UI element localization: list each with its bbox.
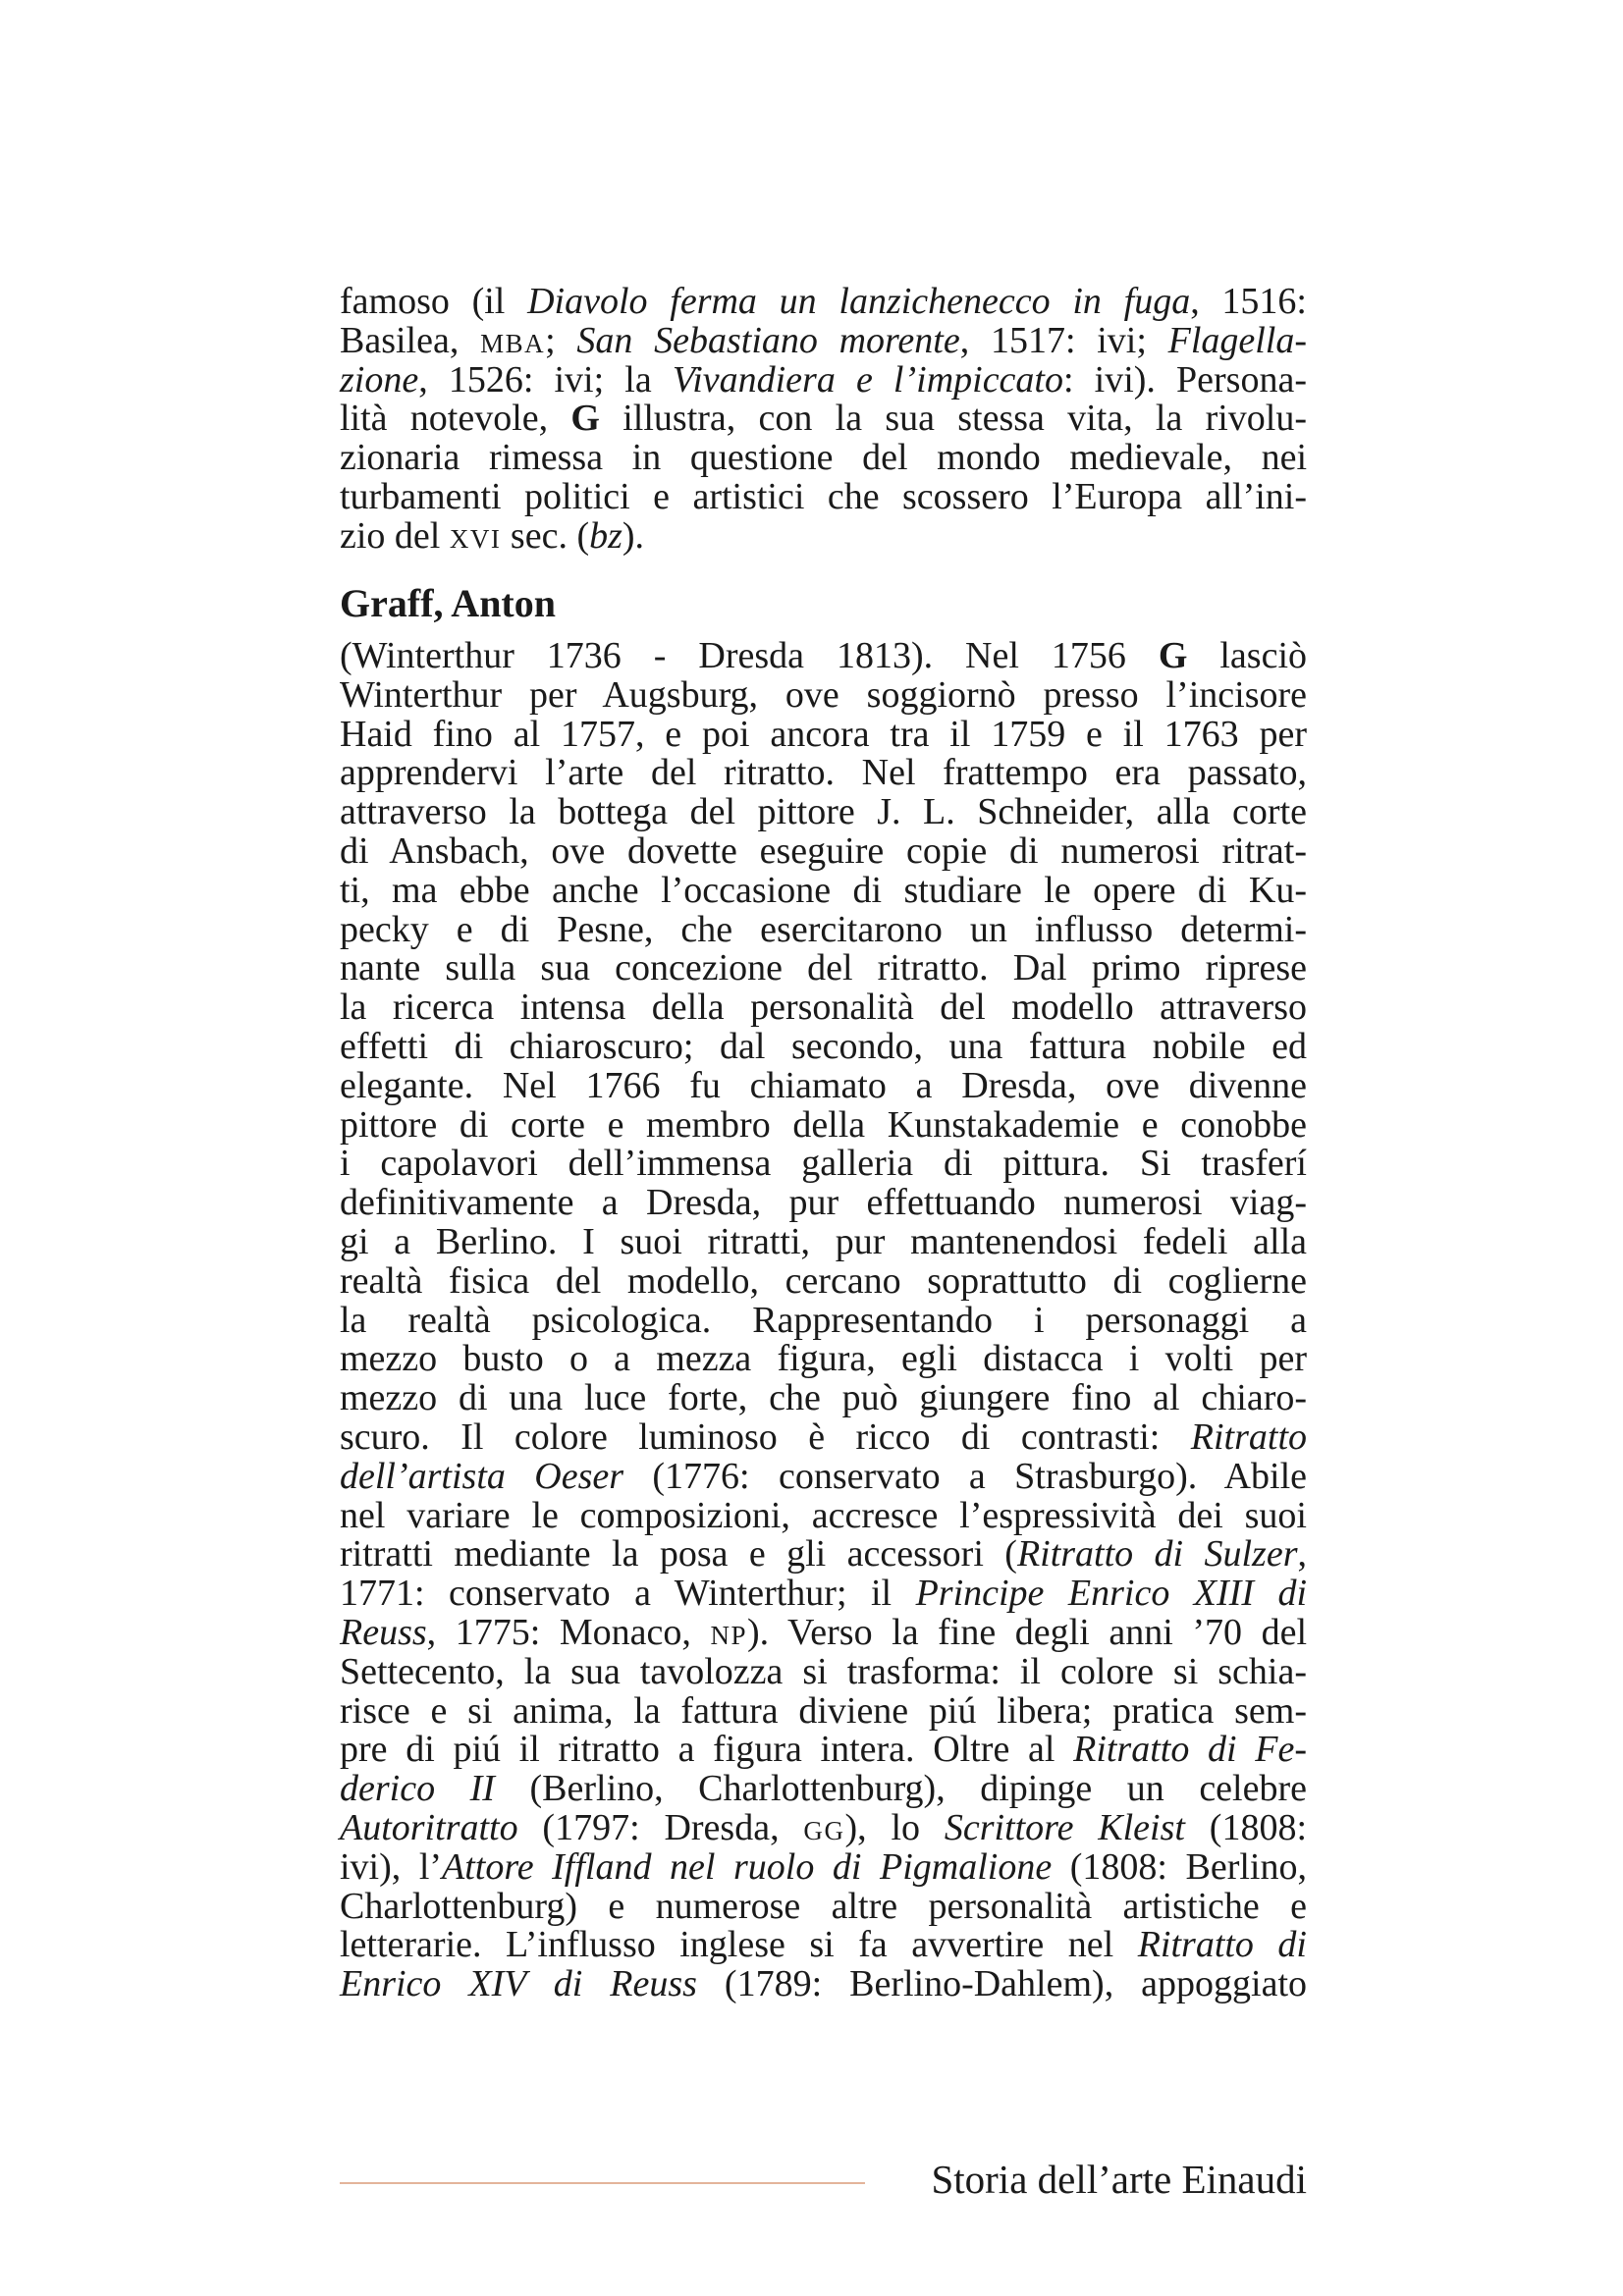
text-line: nante sulla sua concezione del ritratto. Dal primo riprese [340, 947, 1307, 989]
text-line: la ricerca intensa della personalità del modello attraverso [340, 987, 1307, 1029]
text-line: Autoritratto (1797: Dresda, gg), lo Scrittore Kleist (1808: [340, 1806, 1307, 1848]
text-line: realtà fisica del modello, cercano soprattutto di coglierne [340, 1259, 1307, 1302]
entry-heading: Graff, Anton [340, 581, 556, 625]
text-line: (Winterthur 1736 - Dresda 1813). Nel 1756 G lasciò [340, 635, 1307, 676]
footer-rule [340, 2182, 865, 2184]
text-line: famoso (il Diavolo ferma un lanzichenecco in fuga, 1516: [340, 281, 1307, 322]
text-line: i capolavori dell’immensa galleria di pittura. Si trasferí [340, 1143, 1307, 1185]
text-line: Haid fino al 1757, e poi ancora tra il 1759 e il 1763 per [340, 713, 1307, 755]
text-line: definitivamente a Dresda, pur effettuando numerosi viag- [340, 1182, 1307, 1224]
text-line: mezzo di una luce forte, che può giungere fino al chiaro- [340, 1377, 1307, 1419]
text-line: ti, ma ebbe anche l’occasione di studiare le opere di Ku- [340, 869, 1307, 911]
text-line: pre di piú il ritratto a figura intera. Oltre al Ritratto di Fe- [340, 1729, 1307, 1771]
text-line: ivi), l’Attore Iffland nel ruolo di Pigmalione (1808: Berlino, [340, 1845, 1307, 1888]
text-line: letterarie. L’influsso inglese si fa avvertire nel Ritratto di [340, 1924, 1307, 1966]
continuation-paragraph [340, 283, 1307, 557]
text-line: effetti di chiaroscuro; dal secondo, una fattura nobile ed [340, 1025, 1307, 1067]
text-line: apprendervi l’arte del ritratto. Nel frattempo era passato, [340, 752, 1307, 794]
text-line: la realtà psicologica. Rappresentando i personaggi a [340, 1299, 1307, 1341]
text-line: zionaria rimessa in questione del mondo medievale, nei [340, 437, 1307, 479]
text-line: turbamenti politici e artistici che scossero l’Europa all’ini- [340, 475, 1307, 517]
text-line: nel variare le composizioni, accresce l’espressività dei suoi [340, 1494, 1307, 1536]
text-line: pittore di corte e membro della Kunstakademie e conobbe [340, 1103, 1307, 1146]
text-line: Reuss, 1775: Monaco, np). Verso la fine degli anni ’70 del [340, 1611, 1307, 1653]
text-line: Winterthur per Augsburg, ove soggiornò presso l’incisore [340, 673, 1307, 716]
text-line: dell’artista Oeser (1776: conservato a Strasburgo). Abile [340, 1455, 1307, 1497]
text-line: zio del xvi sec. (bz). [340, 514, 645, 557]
text-line: di Ansbach, ove dovette eseguire copie di numerosi ritrat- [340, 829, 1307, 872]
text-line: 1771: conservato a Winterthur; il Principe Enrico XIII di [340, 1573, 1307, 1615]
text-line: attraverso la bottega del pittore J. L. Schneider, alla corte [340, 791, 1307, 833]
text-line: gi a Berlino. I suoi ritratti, pur mantenendosi fedeli alla [340, 1220, 1307, 1262]
text-line: Basilea, mba; San Sebastiano morente, 1517: ivi; Flagella- [340, 319, 1308, 361]
text-line: Enrico XIV di Reuss (1789: Berlino-Dahlem), appoggiato [340, 1963, 1308, 2005]
text-line: ritratti mediante la posa e gli accessori (Ritratto di Sulzer, [340, 1533, 1308, 1575]
text-line: risce e si anima, la fattura diviene piú libera; pratica sem- [340, 1689, 1307, 1732]
text-line: zione, 1526: ivi; la Vivandiera e l’impiccato: ivi). Persona- [340, 358, 1307, 400]
text-line: mezzo busto o a mezza figura, egli distacca i volti per [340, 1338, 1307, 1380]
text-line: pecky e di Pesne, che esercitarono un influsso determi- [340, 908, 1307, 950]
text-line: elegante. Nel 1766 fu chiamato a Dresda, ove divenne [340, 1064, 1307, 1106]
text-line: lità notevole, G illustra, con la sua stessa vita, la rivolu- [340, 398, 1307, 440]
text-line: derico II (Berlino, Charlottenburg), dipinge un celebre [340, 1768, 1307, 1810]
text-line: scuro. Il colore luminoso è ricco di contrasti: Ritratto [340, 1415, 1307, 1458]
footer-publication-title: Storia dell’arte Einaudi [931, 2157, 1307, 2202]
text-line: Settecento, la sua tavolozza si trasforma: il colore si schia- [340, 1650, 1307, 1692]
text-line: Charlottenburg) e numerose altre personalità artistiche e [340, 1885, 1307, 1927]
entry-body [340, 637, 1307, 2004]
